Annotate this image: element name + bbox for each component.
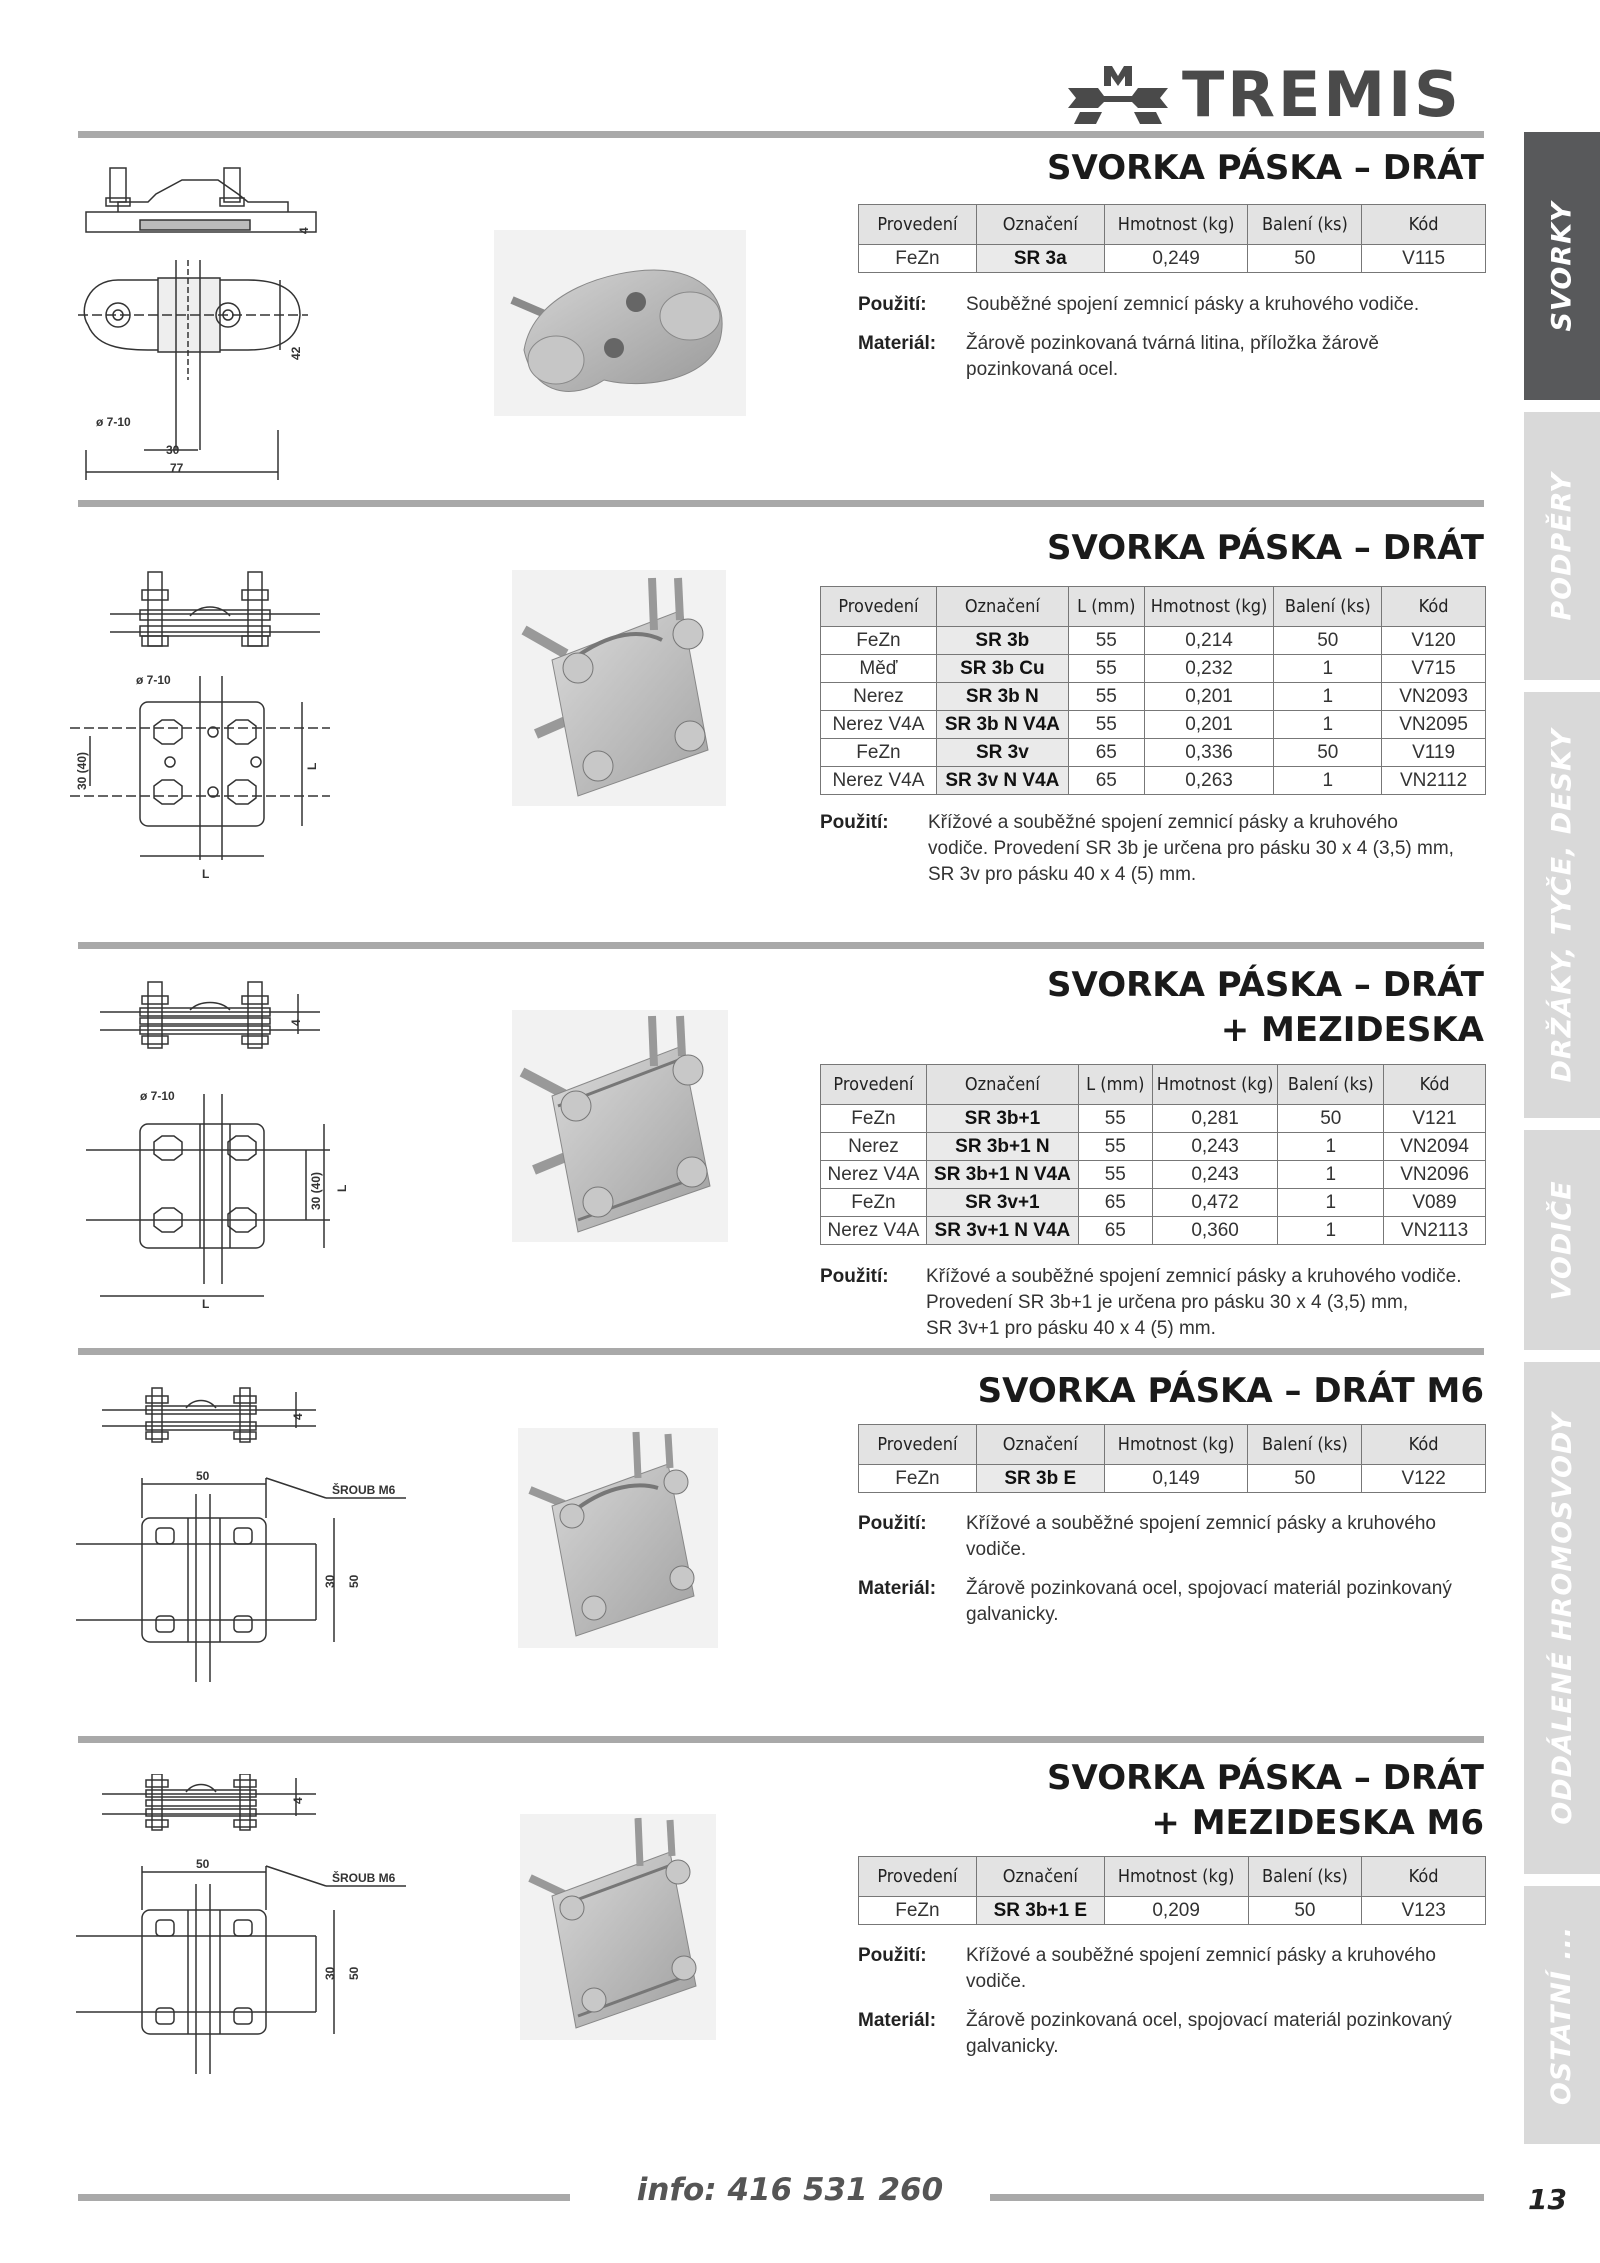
column-header: Označení (976, 1857, 1104, 1897)
dimension-label: ø 7-10 (136, 673, 171, 687)
usage-text: Křížové a souběžné spojení zemnicí pásky a kruhového (928, 812, 1398, 833)
material-text: Žárově pozinkovaná ocel, spojovací materiál pozinkovaný (966, 2010, 1452, 2031)
dimension-label: 42 (289, 346, 303, 360)
column-header: Provedení (859, 1857, 977, 1897)
dimension-label: 50 (196, 1857, 210, 1871)
usage-info (858, 1943, 1498, 1995)
column-header: Kód (1362, 205, 1486, 245)
brand-logo (1058, 60, 1488, 130)
sidebar-tab-label: SVORKY (1546, 200, 1578, 332)
table-row: FeZn SR 3v+1 65 0,472 1 V089 (821, 1189, 1486, 1217)
column-header: Balení (ks) (1248, 1857, 1362, 1897)
usage-info (820, 1264, 1500, 1344)
usage-info (858, 1511, 1498, 1563)
dimension-label: 50 (196, 1469, 210, 1483)
section-divider (78, 1348, 1484, 1355)
column-header: Hmotnost (kg) (1104, 205, 1248, 245)
dimension-label: 30 (40) (309, 1171, 323, 1210)
column-header: Provedení (859, 1425, 977, 1465)
column-header: Balení (ks) (1278, 1065, 1384, 1105)
column-header: Hmotnost (kg) (1144, 587, 1274, 627)
spec-table (858, 1424, 1486, 1493)
product-title: SVORKA PÁSKA – DRÁT + MEZIDESKA (1047, 965, 1484, 1050)
dimension-label: L (335, 1184, 349, 1192)
material-text: galvanicky. (966, 2036, 1059, 2057)
table-row: FeZn SR 3b+1 55 0,281 50 V121 (821, 1105, 1486, 1133)
column-header: Provedení (821, 1065, 927, 1105)
product-title: SVORKA PÁSKA – DRÁT (1047, 528, 1484, 568)
usage-label: Použití: (858, 1945, 927, 1966)
column-header: Označení (976, 205, 1104, 245)
sidebar-tab-svorky[interactable] (1524, 132, 1600, 400)
dimension-label: 4 (291, 1797, 305, 1804)
sidebar-tab-podpery[interactable] (1524, 412, 1600, 680)
dimension-label: 50 (347, 1574, 361, 1588)
column-header: L (mm) (1078, 1065, 1152, 1105)
dimension-label: L (305, 762, 319, 770)
column-header: Kód (1362, 1857, 1486, 1897)
material-label: Materiál: (858, 333, 937, 354)
section-divider (78, 500, 1484, 507)
product-photo (494, 230, 746, 416)
spec-table (820, 1064, 1486, 1245)
dimension-label: 30 (323, 1966, 337, 1980)
sidebar-tab-oddalene-hromosvody[interactable] (1524, 1362, 1600, 1874)
column-header: Hmotnost (kg) (1152, 1065, 1278, 1105)
technical-drawing (78, 150, 348, 480)
usage-label: Použití: (820, 1266, 889, 1287)
dimension-label: 4 (291, 1413, 305, 1420)
brand-name: TREMIS (1182, 58, 1462, 131)
table-row: FeZn SR 3v 65 0,336 50 V119 (821, 739, 1486, 767)
column-header: Označení (976, 1425, 1104, 1465)
spec-table (820, 586, 1486, 795)
footer-rule-left (78, 2194, 570, 2201)
sidebar-tab-label: VODIČE (1546, 1179, 1578, 1301)
usage-text: SR 3v+1 pro pásku 40 x 4 (5) mm. (926, 1318, 1216, 1339)
material-text: Žárově pozinkovaná ocel, spojovací materiál pozinkovaný (966, 1578, 1452, 1599)
dimension-label: 50 (347, 1966, 361, 1980)
sidebar-tab-label: DRŽÁKY, TYČE, DESKY (1546, 727, 1578, 1083)
technical-drawing (70, 560, 350, 896)
usage-text: Provedení SR 3b+1 je určena pro pásku 30 x 4 (3,5) mm, (926, 1292, 1409, 1313)
usage-text: Křížové a souběžné spojení zemnicí pásky a kruhového (966, 1513, 1436, 1534)
material-label: Materiál: (858, 1578, 937, 1599)
table-row: Nerez V4A SR 3v N V4A 65 0,263 1 VN2112 (821, 767, 1486, 795)
column-header: Označení (936, 587, 1068, 627)
sidebar-tab-label: OSTATNÍ ... (1546, 1925, 1578, 2105)
sidebar-tab-drzaky[interactable] (1524, 692, 1600, 1118)
product-title: SVORKA PÁSKA – DRÁT (1047, 148, 1484, 188)
usage-label: Použití: (820, 812, 889, 833)
usage-text: vodiče. Provedení SR 3b je určena pro pásku 30 x 4 (3,5) mm, (928, 838, 1454, 859)
dimension-label: ŠROUB M6 (332, 1483, 396, 1497)
product-title: SVORKA PÁSKA – DRÁT M6 (977, 1371, 1484, 1411)
column-header: L (mm) (1068, 587, 1144, 627)
dimension-label: L (202, 867, 210, 881)
usage-text: Křížové a souběžné spojení zemnicí pásky a kruhového vodiče. (926, 1266, 1462, 1287)
dimension-label: 30 (40) (75, 751, 89, 790)
dimension-label: ŠROUB M6 (332, 1871, 396, 1885)
product-photo (518, 1428, 718, 1648)
table-row: FeZn SR 3b+1 E 0,209 50 V123 (859, 1897, 1486, 1925)
table-row: Měď SR 3b Cu 55 0,232 1 V715 (821, 655, 1486, 683)
dimension-label: 30 (323, 1574, 337, 1588)
usage-info (820, 810, 1500, 890)
usage-label: Použití: (858, 294, 927, 315)
column-header: Kód (1362, 1425, 1486, 1465)
column-header: Balení (ks) (1248, 205, 1362, 245)
section-divider (78, 1736, 1484, 1743)
tremis-logo-icon (1058, 62, 1178, 128)
dimension-label: 4 (297, 227, 311, 234)
technical-drawing (70, 974, 360, 1314)
dimension-label: 77 (170, 461, 184, 475)
table-row: Nerez V4A SR 3b+1 N V4A 55 0,243 1 VN2096 (821, 1161, 1486, 1189)
product-photo (512, 570, 726, 806)
table-row: Nerez SR 3b+1 N 55 0,243 1 VN2094 (821, 1133, 1486, 1161)
column-header: Hmotnost (kg) (1104, 1425, 1248, 1465)
column-header: Provedení (821, 587, 937, 627)
usage-text: Křížové a souběžné spojení zemnicí pásky a kruhového (966, 1945, 1436, 1966)
material-label: Materiál: (858, 2010, 937, 2031)
table-row: FeZn SR 3b 55 0,214 50 V120 (821, 627, 1486, 655)
material-info (858, 331, 1498, 383)
spec-table (858, 204, 1486, 273)
column-header: Balení (ks) (1248, 1425, 1362, 1465)
material-text: pozinkovaná ocel. (966, 359, 1119, 380)
material-text: galvanicky. (966, 1604, 1059, 1625)
section-divider (78, 942, 1484, 949)
page-number: 13 (1528, 2183, 1567, 2216)
column-header: Provedení (859, 205, 977, 245)
table-row: Nerez V4A SR 3v+1 N V4A 65 0,360 1 VN2113 (821, 1217, 1486, 1245)
usage-text: Souběžné spojení zemnicí pásky a kruhového vodiče. (966, 294, 1420, 315)
dimension-label: ø 7-10 (140, 1089, 175, 1103)
column-header: Hmotnost (kg) (1104, 1857, 1248, 1897)
sidebar-tab-label: PODPĚRY (1546, 471, 1578, 621)
dimension-label: 30 (166, 443, 180, 457)
usage-info (858, 292, 1498, 318)
product-title: SVORKA PÁSKA – DRÁT + MEZIDESKA M6 (1047, 1758, 1484, 1843)
dimension-label: L (202, 1297, 210, 1311)
sidebar-tab-ostatni[interactable] (1524, 1886, 1600, 2144)
column-header: Balení (ks) (1274, 587, 1382, 627)
product-photo (512, 1010, 728, 1242)
footer-contact: info: 416 531 260 (636, 2172, 944, 2208)
table-row: FeZn SR 3a 0,249 50 V115 (859, 245, 1486, 273)
table-row: Nerez SR 3b N 55 0,201 1 VN2093 (821, 683, 1486, 711)
dimension-label: ø 7-10 (96, 415, 131, 429)
technical-drawing (76, 1774, 416, 2094)
spec-table (858, 1856, 1486, 1925)
sidebar-tab-vodice[interactable] (1524, 1130, 1600, 1350)
table-row: FeZn SR 3b E 0,149 50 V122 (859, 1465, 1486, 1493)
footer-rule-right (990, 2194, 1484, 2201)
material-info (858, 2008, 1498, 2060)
usage-text: vodiče. (966, 1539, 1027, 1560)
section-divider (78, 131, 1484, 138)
column-header: Kód (1384, 1065, 1486, 1105)
column-header: Kód (1382, 587, 1486, 627)
material-info (858, 1576, 1498, 1628)
usage-text: vodiče. (966, 1971, 1027, 1992)
product-photo (520, 1814, 716, 2040)
usage-text: SR 3v pro pásku 40 x 4 (5) mm. (928, 864, 1197, 885)
technical-drawing (76, 1382, 416, 1692)
usage-label: Použití: (858, 1513, 927, 1534)
dimension-label: 4 (289, 1019, 303, 1026)
material-text: Žárově pozinkovaná tvárná litina, příložka žárově (966, 333, 1379, 354)
table-row: Nerez V4A SR 3b N V4A 55 0,201 1 VN2095 (821, 711, 1486, 739)
column-header: Označení (926, 1065, 1078, 1105)
sidebar-tab-label: ODDÁLENÉ HROMOSVODY (1546, 1411, 1578, 1825)
